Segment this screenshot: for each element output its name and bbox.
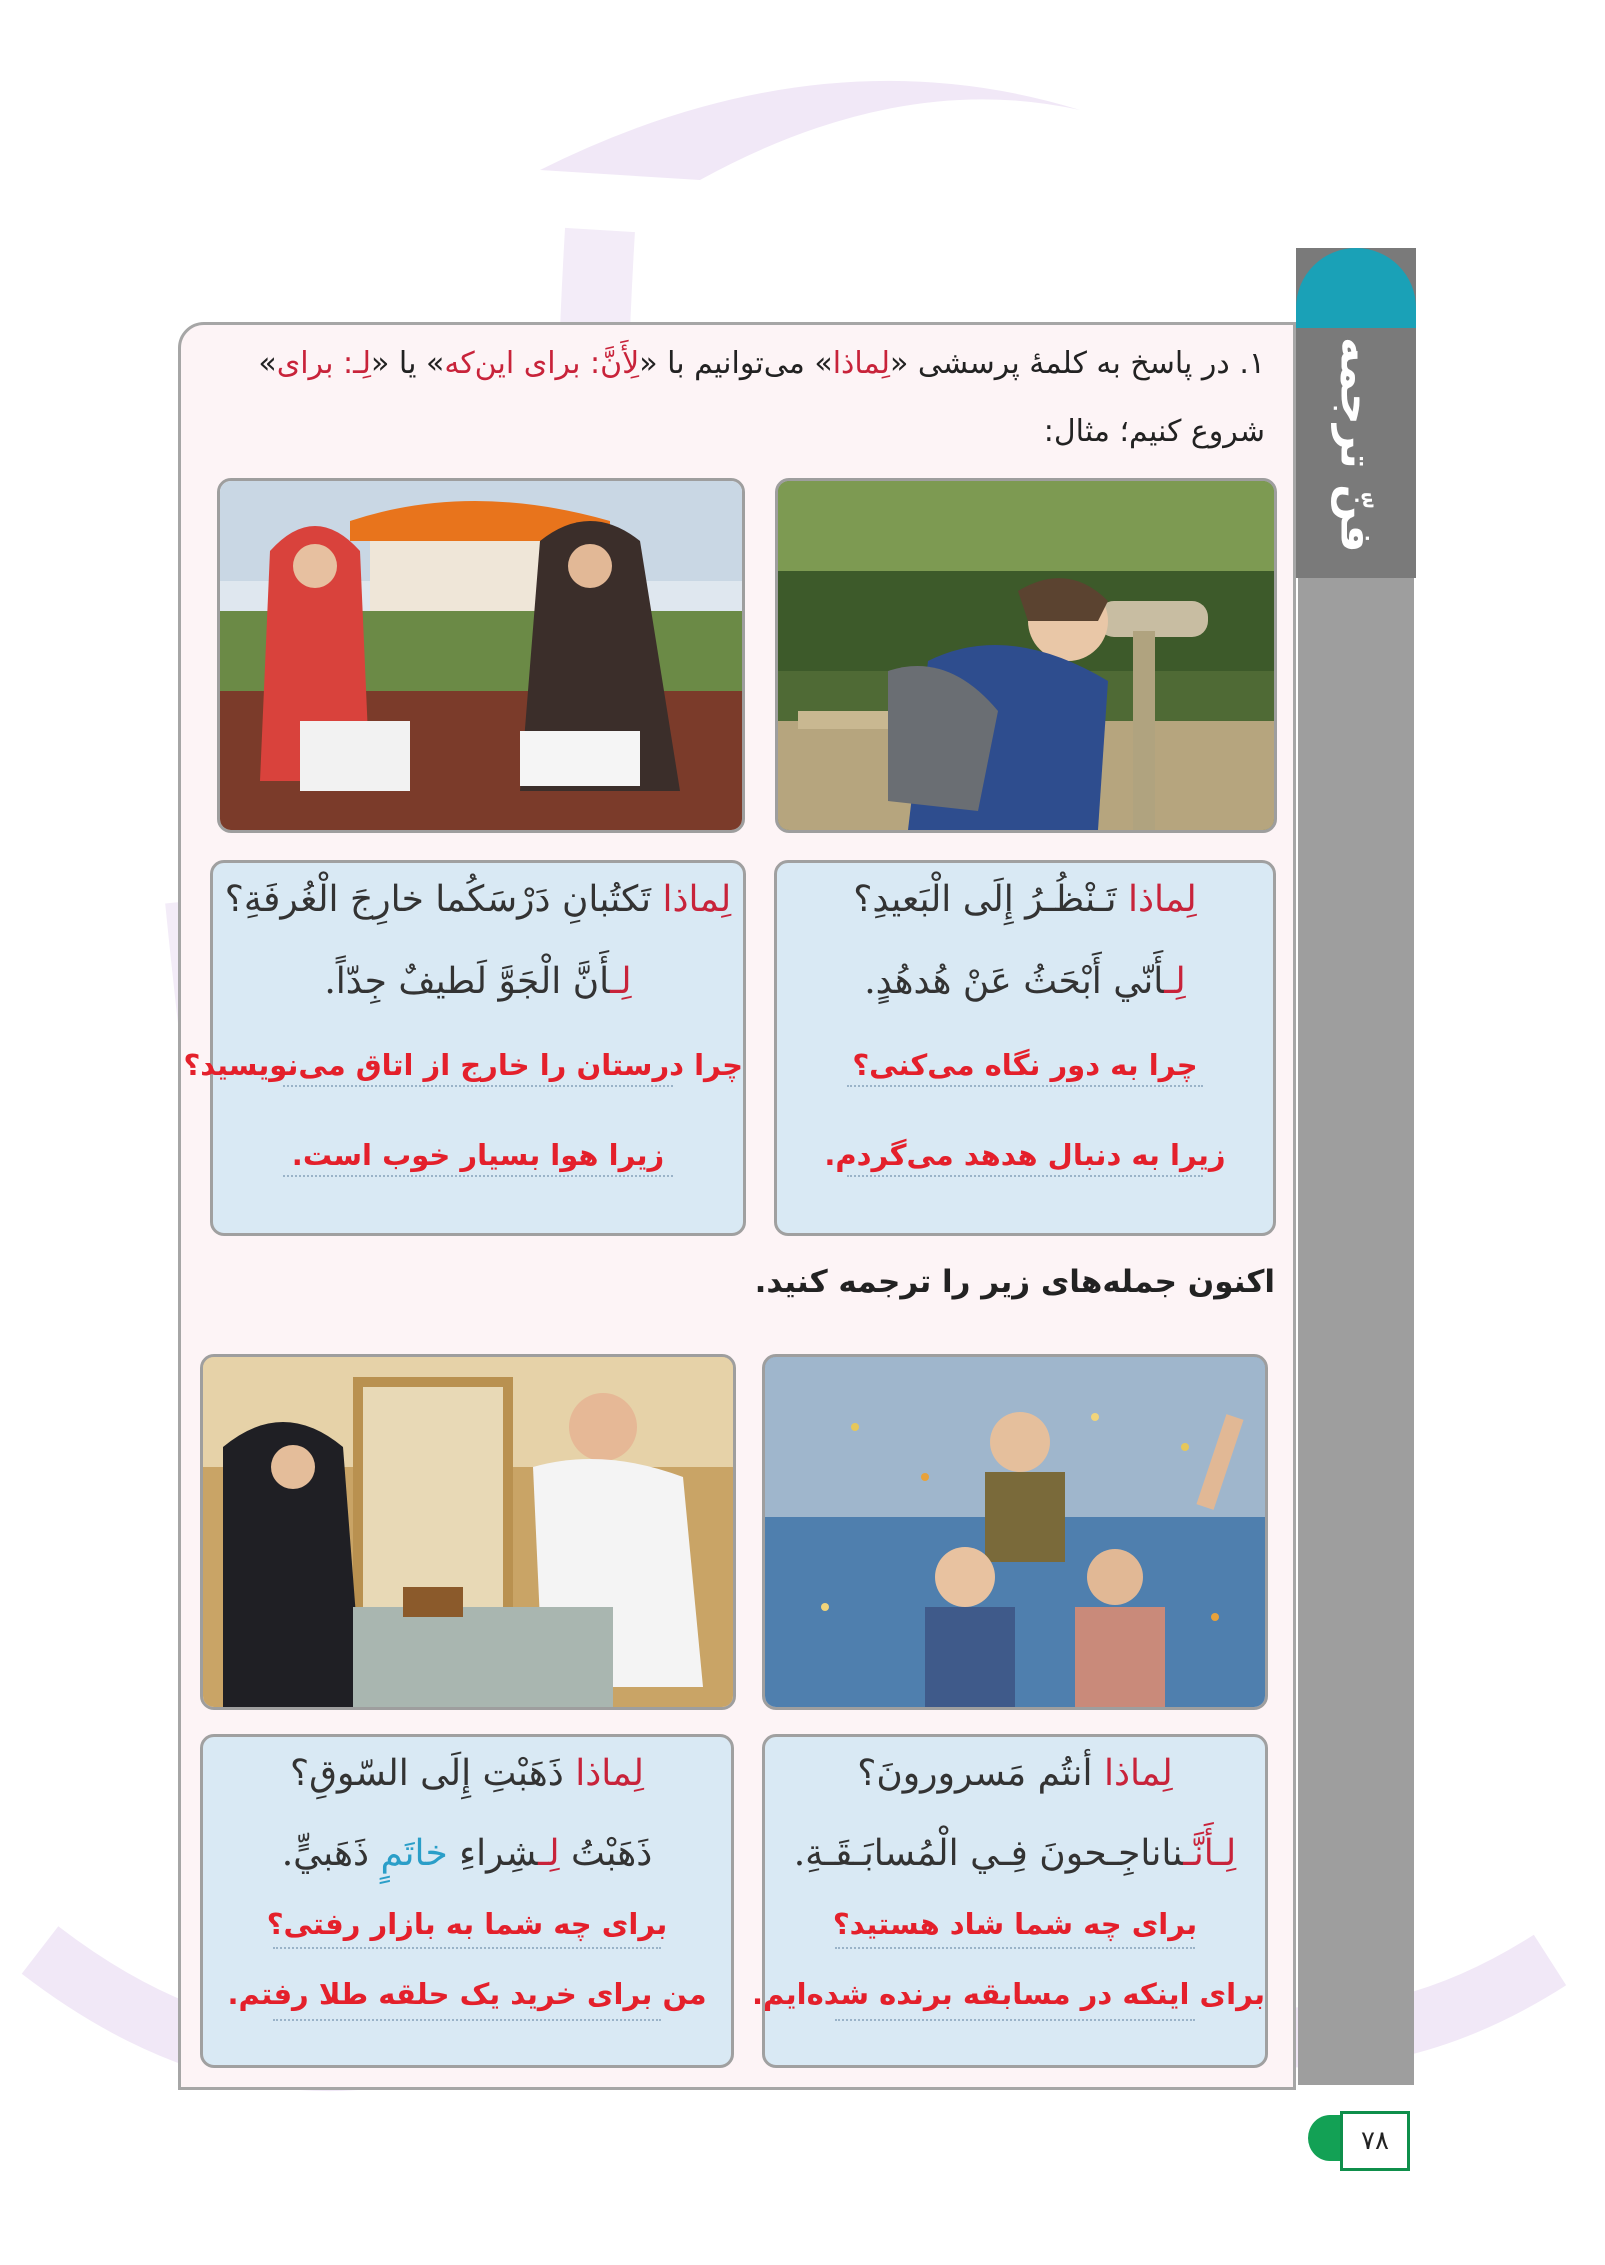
answer-line	[283, 1085, 673, 1087]
intro-text: » می‌توانیم با «	[639, 346, 833, 381]
section-tab-label	[1298, 330, 1414, 560]
question-word: لِماذا	[575, 1753, 645, 1794]
jewelry-shop-photo	[200, 1354, 736, 1710]
question-word: لِماذا	[662, 879, 732, 920]
exercise-card-2	[200, 1734, 734, 2068]
answer-text: شِراءِ	[447, 1833, 539, 1874]
photo-image	[765, 1357, 1265, 1707]
question-word: لِماذا	[1127, 879, 1197, 920]
persian-question-translation: برای چه شما شاد هستید؟	[832, 1907, 1198, 1941]
keyword-liannna: لِأَنَّ: برای این‌که	[444, 346, 640, 381]
exercise-instruction: اکنون جمله‌های زیر را ترجمه کنید.	[754, 1264, 1275, 1300]
arabic-question	[765, 1753, 1265, 1794]
intro-text: » یا «	[371, 346, 445, 381]
answer-text: أَنَّ الْجَوَّ لَطيفٌ جِدّاً.	[324, 961, 611, 1002]
persian-answer-translation: برای اینکه در مسابقه برنده شده‌ایم.	[752, 1977, 1265, 2011]
persian-question-translation: برای چه شما به بازار رفتی؟	[266, 1907, 668, 1941]
section-title: فنّ ترجمه	[1330, 337, 1382, 553]
photo-image	[778, 481, 1274, 830]
answer-text: ناناجِـحونَ فِـي الْمُسابَـقَـةِ.	[793, 1833, 1184, 1874]
answer-line	[273, 1947, 661, 1949]
arabic-answer	[213, 961, 743, 1002]
answer-text: ذَهَبْتُ	[559, 1833, 653, 1874]
arabic-answer	[777, 961, 1273, 1002]
answer-prefix: لِـ	[1164, 961, 1186, 1002]
question-text: ذَهَبْتِ إِلَى السّوقِ؟	[289, 1753, 576, 1794]
answer-prefix: لِـ	[538, 1833, 560, 1874]
persian-question-translation: چرا به دور نگاه می‌کنی؟	[852, 1048, 1198, 1082]
answer-line	[835, 1947, 1195, 1949]
keyword-limadha: لِماذا	[832, 346, 891, 381]
persian-answer-translation: زیرا هوا بسیار خوب است.	[291, 1138, 665, 1172]
arabic-answer	[203, 1833, 731, 1874]
question-word: لِماذا	[1103, 1753, 1173, 1794]
photo-image	[220, 481, 742, 830]
answer-line	[847, 1175, 1203, 1177]
intro-line-2: شروع کنیم؛ مثال:	[1043, 414, 1265, 449]
exercise-card-1	[752, 1734, 1268, 2068]
answer-prefix: لِـ	[610, 961, 632, 1002]
answer-line	[283, 1175, 673, 1177]
intro-text: در پاسخ به کلمهٔ پرسشی «	[890, 346, 1230, 381]
students-writing-outdoors-photo	[217, 478, 745, 833]
arabic-question	[213, 879, 743, 920]
boy-with-binoculars-photo	[775, 478, 1277, 833]
intro-text: »	[258, 346, 277, 381]
arabic-question	[203, 1753, 731, 1794]
item-number: ۱.	[1239, 346, 1265, 381]
answer-text: ذَهَبيٍّ.	[281, 1833, 381, 1874]
question-text: تَكتُبانِ دَرْسَكُما خارِجَ الْغُرفَةِ؟	[224, 879, 663, 920]
arabic-answer	[765, 1833, 1265, 1874]
persian-answer-translation: من برای خرید یک حلقه طلا رفتم.	[227, 1977, 707, 2011]
intro-line-1	[185, 340, 1265, 388]
highlighted-word: خاتَمٍ	[380, 1833, 448, 1874]
example-card-1	[774, 860, 1276, 1236]
persian-question-translation: چرا درستان را خارج از اتاق می‌نویسید؟	[183, 1048, 743, 1082]
example-card-2	[183, 860, 746, 1236]
question-text: تَـنْظُـرُ إِلَى الْبَعيدِ؟	[853, 879, 1128, 920]
page-number-text: ۷۸	[1361, 2126, 1389, 2156]
answer-line	[273, 2019, 661, 2021]
keyword-li: لِـ: برای	[276, 346, 372, 381]
answer-line	[835, 2019, 1195, 2021]
photo-image	[203, 1357, 733, 1707]
sidebar-strip	[1298, 320, 1414, 2085]
answer-line	[847, 1085, 1203, 1087]
cheering-team-photo	[762, 1354, 1268, 1710]
persian-answer-translation: زیرا به دنبال هدهد می‌گردم.	[824, 1138, 1226, 1172]
question-text: أنتُم مَسرورونَ؟	[857, 1753, 1104, 1794]
page-number	[1340, 2111, 1410, 2171]
answer-prefix: لِـأَنَّـ	[1183, 1833, 1237, 1874]
answer-text: أَنّي أَبْحَثُ عَنْ هُدهُدٍ.	[864, 961, 1165, 1002]
arabic-question	[777, 879, 1273, 920]
